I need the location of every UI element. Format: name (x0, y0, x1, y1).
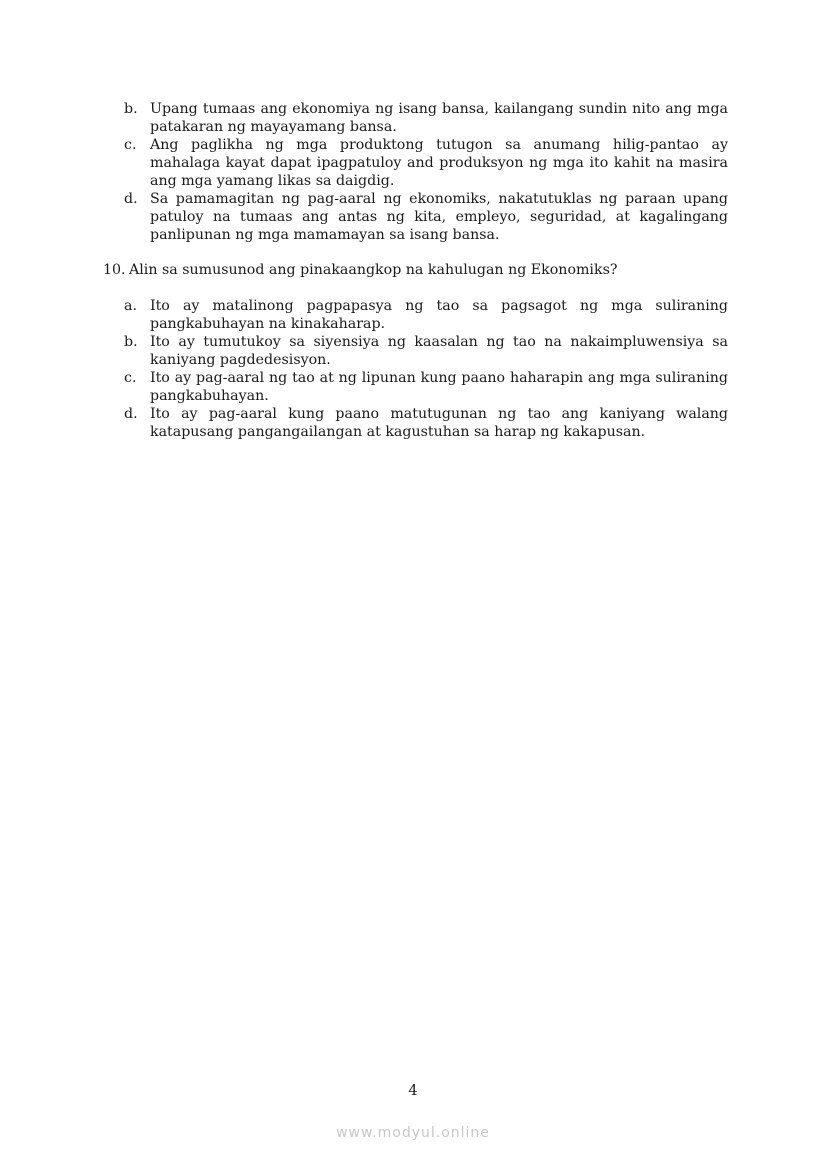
choice-letter: d. (124, 406, 138, 422)
choice-text: Ito ay pag-aaral ng tao at ng lipunan kung paano haharapin ang mga suliraning pangkabuhayan. (150, 370, 728, 404)
choice-b (124, 100, 728, 136)
page-number: 4 (408, 1083, 418, 1099)
choice-letter: d. (124, 191, 138, 207)
choice-c (124, 369, 728, 405)
choice-letter: c. (124, 137, 137, 153)
watermark: www.modyul.online (336, 1125, 490, 1141)
choice-text: Ito ay matalinong pagpapasya ng tao sa pagsagot ng mga suliraning pangkabuhayan na kinakaharap. (150, 298, 728, 332)
question-number: 10. (103, 262, 126, 278)
choice-a (124, 297, 728, 333)
previous-question-choices (124, 100, 728, 244)
choice-letter: b. (124, 334, 138, 350)
choice-text: Ang paglikha ng mga produktong tutugon sa anumang hilig-pantao ay mahalaga kayat dapat ipagpatuloy and produksyon ng mga ito kahit na masira ang mga yamang likas sa daigdig. (150, 137, 728, 189)
choice-text: Ito ay pag-aaral kung paano matutugunan ng tao ang kaniyang walang katapusang pangangailangan at kagustuhan sa harap ng kakapusan. (150, 406, 728, 440)
question-10-choices (124, 297, 728, 441)
choice-letter: c. (124, 370, 137, 386)
question-prompt: Alin sa sumusunod ang pinakaangkop na kahulugan ng Ekonomiks? (129, 262, 618, 278)
choice-letter: b. (124, 101, 138, 117)
choice-b (124, 333, 728, 369)
choice-text: Upang tumaas ang ekonomiya ng isang bansa, kailangang sundin nito ang mga patakaran ng mayayamang bansa. (150, 101, 728, 135)
choice-text: Sa pamamagitan ng pag-aaral ng ekonomiks, nakatutuklas ng paraan upang patuloy na tumaas ang antas ng kita, empleyo, seguridad, at kagalingang panlipunan ng mga mamamayan sa isang bansa. (150, 191, 728, 243)
choice-text: Ito ay tumutukoy sa siyensiya ng kaasalan ng tao na nakaimpluwensiya sa kaniyang pagdedesisyon. (150, 334, 728, 368)
choice-c (124, 136, 728, 190)
choice-letter: a. (124, 298, 137, 314)
question-10 (103, 261, 743, 279)
choice-d (124, 405, 728, 441)
choice-d (124, 190, 728, 244)
